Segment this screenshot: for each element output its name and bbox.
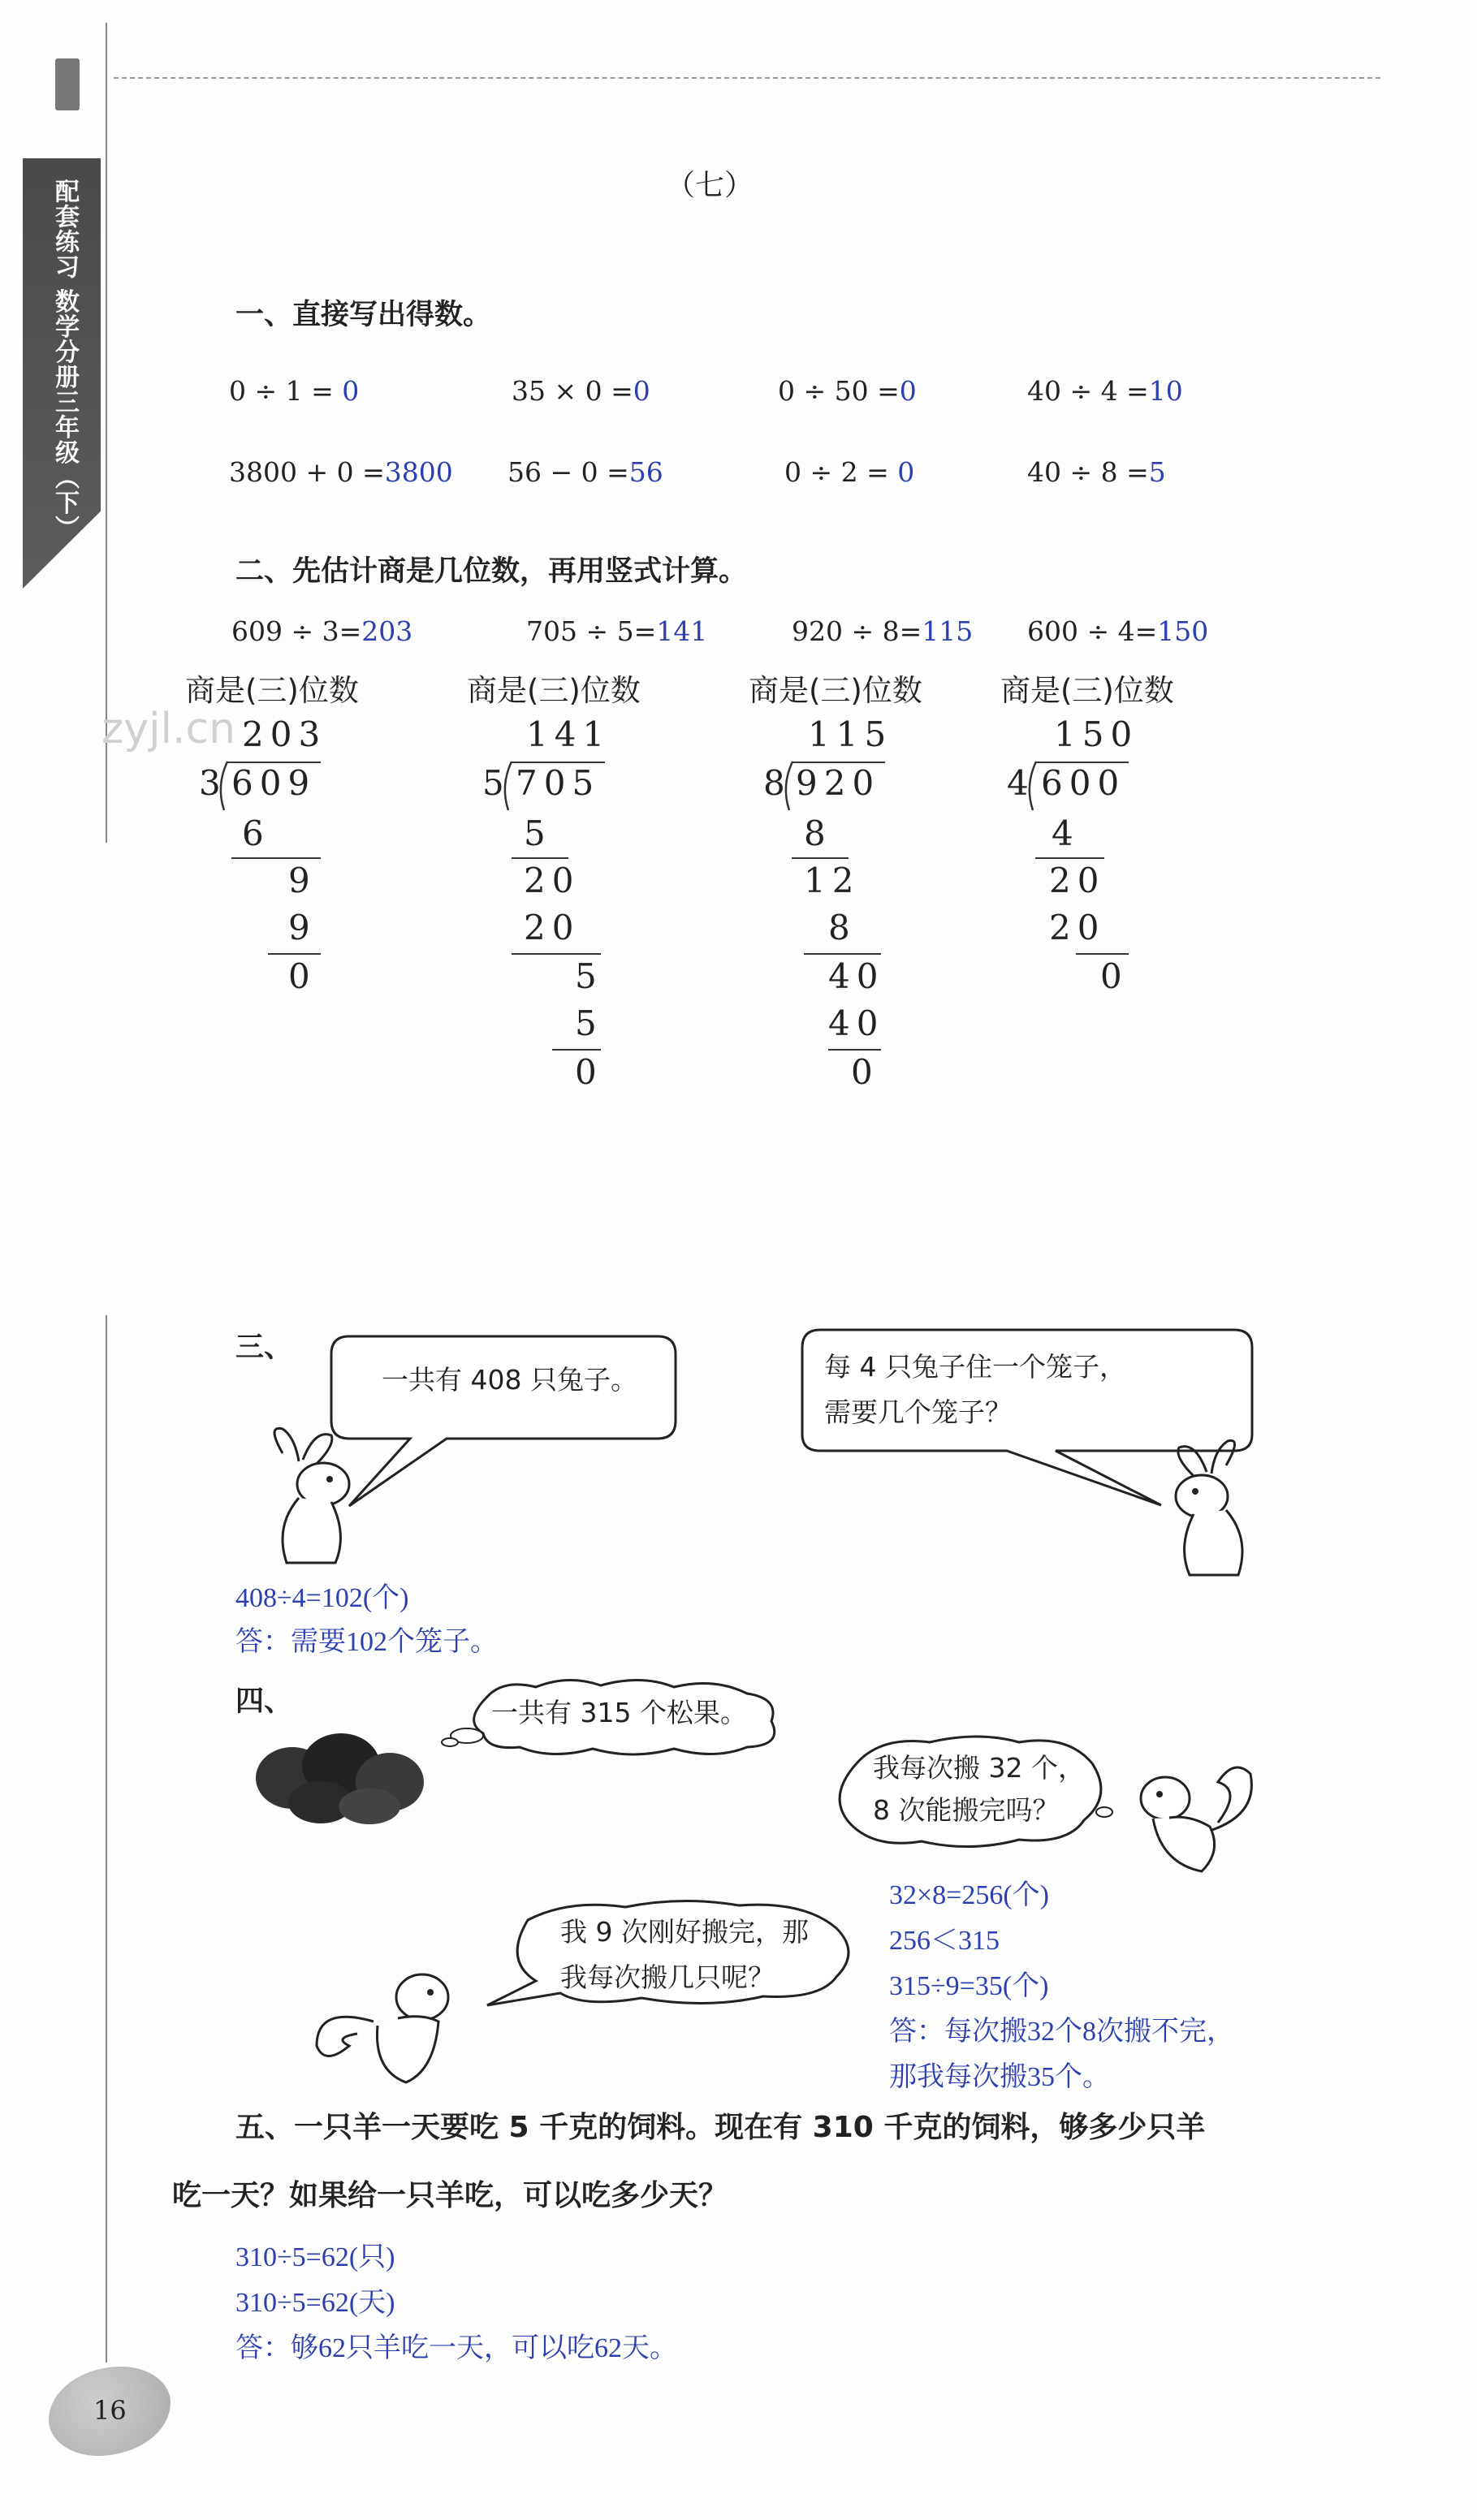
section-5-line: 吃一天？如果给一只羊吃，可以吃多少天？	[172, 2179, 728, 2212]
corner-mark	[55, 58, 80, 110]
step-line	[828, 1049, 881, 1051]
mental-item: 40 ÷ 8 =5	[1027, 456, 1166, 488]
squirrel-illustration	[1121, 1758, 1267, 1888]
bubble-text: 我每次搬 32 个，	[873, 1752, 1085, 1784]
step-line	[512, 953, 601, 955]
section-5-line: 五、一只羊一天要吃 5 千克的饲料。现在有 310 千克的饲料，够多少只羊	[235, 2111, 1206, 2144]
squirrel-illustration	[300, 1957, 471, 2095]
step: 5	[524, 813, 552, 853]
step: 20	[524, 861, 581, 900]
quotient: 150	[1054, 714, 1139, 754]
step-line	[268, 953, 321, 955]
rabbit-illustration	[1161, 1433, 1267, 1587]
pine-cones-illustration	[252, 1721, 430, 1827]
section-4-label: 四、	[235, 1685, 293, 1718]
step: 20	[1049, 908, 1106, 947]
division-question: 609 ÷ 3=203	[231, 615, 413, 647]
division-bracket	[497, 760, 516, 812]
dividend: 705	[516, 763, 601, 803]
step: 0	[1100, 956, 1129, 996]
top-dashed-rule	[114, 77, 1380, 79]
step-line	[231, 857, 321, 859]
mental-item: 3800 + 0 =3800	[229, 456, 453, 488]
dividend: 920	[796, 763, 881, 803]
division-bracket	[213, 760, 232, 812]
step: 0	[851, 1052, 879, 1092]
watermark: zyjl.cn	[101, 705, 236, 753]
page-title: （七）	[666, 169, 754, 202]
step: 20	[1049, 861, 1106, 900]
step: 40	[828, 1003, 885, 1043]
division-question: 920 ÷ 8=115	[792, 615, 974, 647]
step-line	[804, 953, 881, 955]
section-3-label: 三、	[235, 1331, 293, 1364]
quotient: 141	[526, 714, 611, 754]
dividend: 600	[1041, 763, 1126, 803]
divisor: 5	[482, 763, 511, 803]
step: 9	[288, 861, 317, 900]
bubble-text: 需要几个笼子？	[824, 1396, 1012, 1428]
step: 8	[804, 813, 832, 853]
bubble-text: 8 次能搬完吗？	[873, 1794, 1060, 1826]
estimate-label: 商是(三)位数	[1000, 673, 1174, 708]
rabbit-illustration	[258, 1421, 364, 1575]
step: 0	[575, 1052, 603, 1092]
step: 4	[1052, 813, 1080, 853]
bubble-text: 我每次搬几只呢？	[560, 1961, 775, 1993]
division-bracket	[1021, 760, 1041, 812]
step: 0	[288, 956, 317, 996]
estimate-label: 商是(三)位数	[185, 673, 359, 708]
mental-item: 56 − 0 =56	[507, 456, 663, 488]
margin-line	[106, 1315, 107, 2362]
quotient: 203	[242, 714, 327, 754]
divisor: 4	[1007, 763, 1035, 803]
answer-line: 答：需要102个笼子。	[235, 1627, 498, 1657]
section-1-title: 一、直接写出得数。	[235, 299, 492, 331]
step: 20	[524, 908, 581, 947]
bubble-text: 一共有 408 只兔子。	[382, 1364, 637, 1396]
step: 40	[828, 956, 885, 996]
step: 12	[804, 861, 861, 900]
step-line	[512, 857, 568, 859]
mental-item: 0 ÷ 1 = 0	[229, 375, 360, 407]
answer-line: 408÷4=102(个)	[235, 1583, 409, 1613]
step-line	[792, 857, 849, 859]
divisor: 8	[763, 763, 792, 803]
section-2-title: 二、先估计商是几位数，再用竖式计算。	[235, 555, 748, 588]
answer-line: 答：每次搬32个8次搬不完，	[889, 2017, 1234, 2047]
answer-line: 答：够62只羊吃一天，可以吃62天。	[235, 2333, 677, 2363]
step: 5	[575, 1003, 603, 1043]
estimate-label: 商是(三)位数	[467, 673, 641, 708]
bubble-text: 一共有 315 个松果。	[491, 1697, 747, 1728]
mental-item: 40 ÷ 4 =10	[1027, 375, 1183, 407]
step: 9	[288, 908, 317, 947]
step-line	[1076, 953, 1129, 955]
division-question: 600 ÷ 4=150	[1027, 615, 1209, 647]
division-question: 705 ÷ 5=141	[526, 615, 708, 647]
mental-item: 0 ÷ 50 =0	[778, 375, 917, 407]
answer-line: 310÷5=62(天)	[235, 2288, 395, 2318]
answer-line: 256＜315	[889, 1926, 1000, 1956]
step-line	[1035, 857, 1104, 859]
answer-line: 那我每次搬35个。	[889, 2062, 1110, 2092]
step-line	[552, 1049, 601, 1051]
sidebar-text: 配套练习 数学分册三年级（下）	[50, 179, 79, 541]
mental-item: 35 × 0 =0	[512, 375, 650, 407]
step: 8	[828, 908, 857, 947]
step: 5	[575, 956, 603, 996]
dividend: 609	[231, 763, 317, 803]
quotient: 115	[808, 714, 893, 754]
bubble-text: 每 4 只兔子住一个笼子，	[824, 1351, 1126, 1383]
division-bracket	[778, 760, 797, 812]
estimate-label: 商是(三)位数	[749, 673, 922, 708]
mental-item: 0 ÷ 2 = 0	[784, 456, 915, 488]
answer-line: 315÷9=35(个)	[889, 1971, 1049, 2001]
page-number: 16	[93, 2395, 127, 2426]
bubble-text: 我 9 次刚好搬完，那	[560, 1916, 809, 1948]
step: 6	[242, 813, 270, 853]
answer-line: 32×8=256(个)	[889, 1880, 1049, 1910]
answer-line: 310÷5=62(只)	[235, 2242, 395, 2272]
divisor: 3	[199, 763, 227, 803]
